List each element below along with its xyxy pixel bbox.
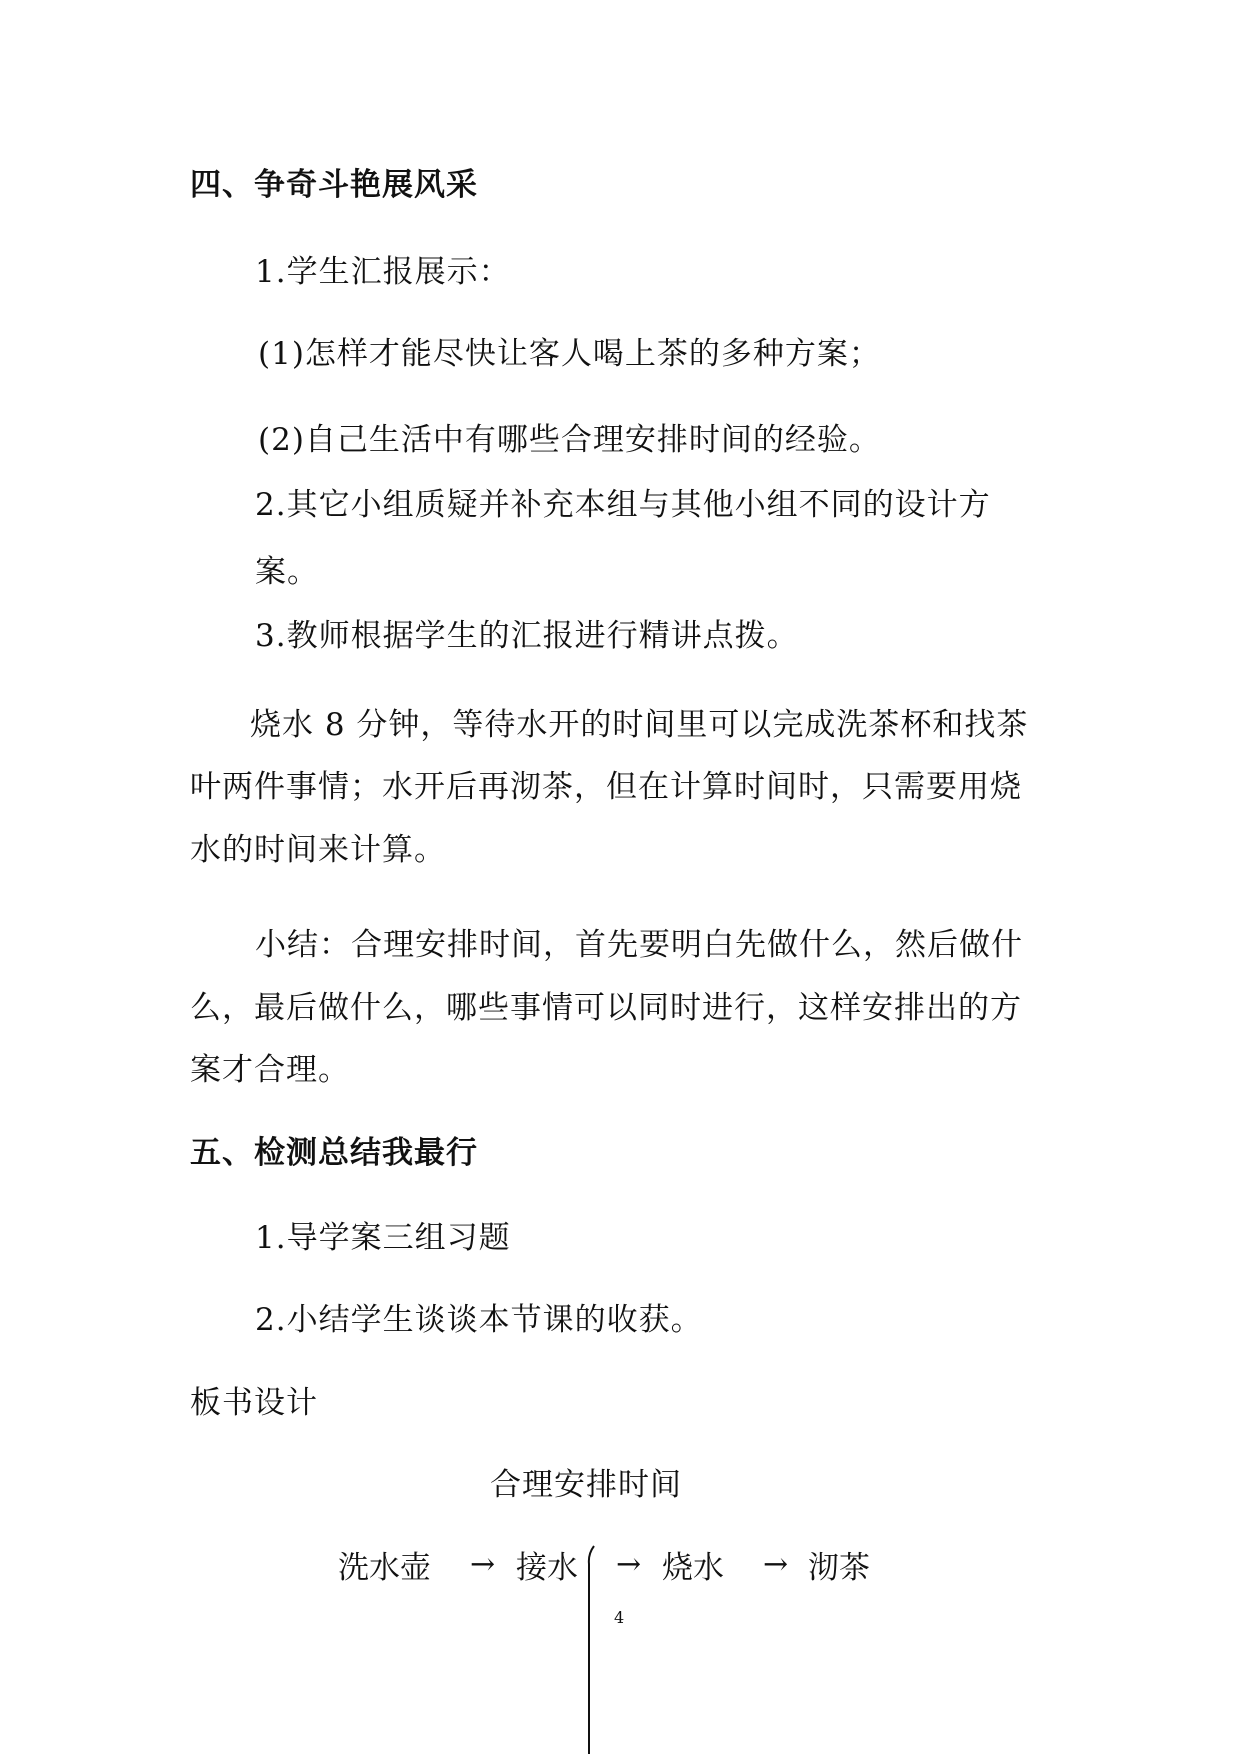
arrow-icon: → [616,1547,642,1582]
board-design-label: 板书设计 [190,1385,318,1421]
board-title: 合理安排时间 [490,1467,682,1503]
section-4-item-1-sub-2: (2)自己生活中有哪些合理安排时间的经验。 [258,422,881,458]
section-4-heading: 四、争奇斗艳展风采 [190,167,478,203]
section-4-item-1: 1.学生汇报展示： [255,254,511,290]
arrow-icon: → [470,1547,496,1582]
section-5-heading: 五、检测总结我最行 [190,1135,478,1171]
paragraph-2-line-3: 案才合理。 [190,1052,350,1088]
duration-label: 4 [614,1608,625,1627]
step-boil-water: 烧水 [662,1550,724,1586]
section-5-item-1: 1.导学案三组习题 [255,1220,511,1256]
section-4-item-1-sub-1: (1)怎样才能尽快让客人喝上茶的多种方案； [258,336,881,372]
paragraph-1-line-3: 水的时间来计算。 [190,832,446,868]
section-4-item-3: 3.教师根据学生的汇报进行精讲点拨。 [255,618,799,654]
section-4-item-2-line-1: 2.其它小组质疑并补充本组与其他小组不同的设计方 [255,487,991,523]
step-fill-water: 接水 [516,1550,578,1586]
bracket-line [580,1540,610,1754]
section-5-item-2: 2.小结学生谈谈本节课的收获。 [255,1302,703,1338]
paragraph-2-line-2: 么，最后做什么，哪些事情可以同时进行，这样安排出的方 [190,990,1022,1026]
section-4-item-2-line-2: 案。 [255,554,319,590]
arrow-icon: → [763,1547,789,1582]
step-wash-kettle: 洗水壶 [338,1550,431,1586]
paragraph-1-line-2: 叶两件事情；水开后再沏茶，但在计算时间时，只需要用烧 [190,769,1022,805]
paragraph-1-line-1: 烧水 8 分钟，等待水开的时间里可以完成洗茶杯和找茶 [250,707,1029,743]
paragraph-2-line-1: 小结：合理安排时间，首先要明白先做什么，然后做什 [255,927,1023,963]
step-brew-tea: 沏茶 [808,1550,870,1586]
